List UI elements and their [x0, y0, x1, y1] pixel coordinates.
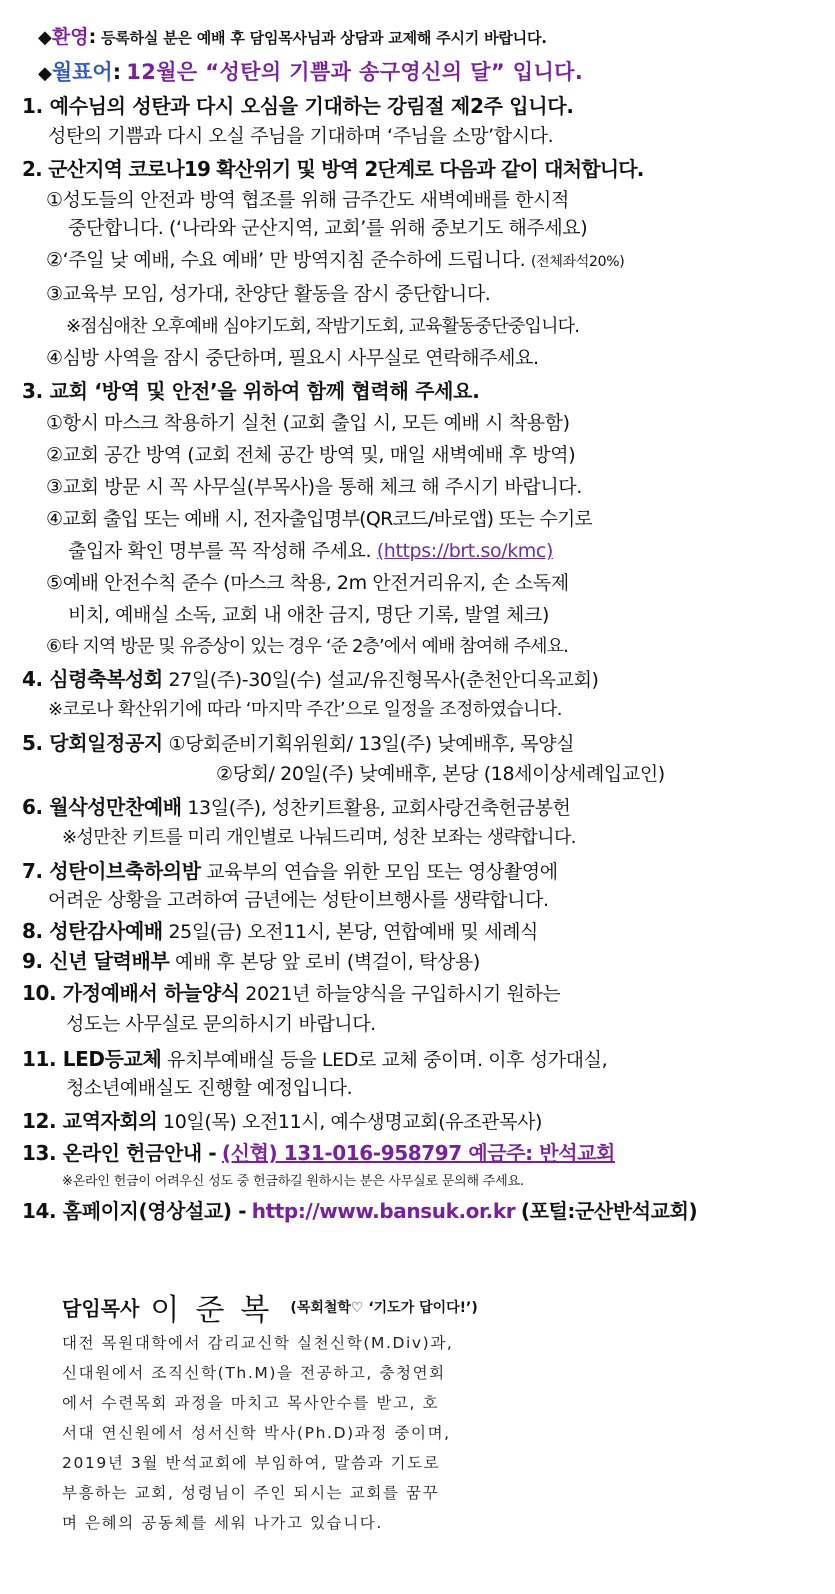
- item-8-text: 25일(금) 오전11시, 본당, 연합예배 및 세례식: [168, 921, 539, 943]
- pastor-motto: (목회철학♡ ‘기도가 답이다!’): [290, 1300, 478, 1316]
- item-12-head: 12. 교역자회의: [22, 1109, 158, 1133]
- item-9-text: 예배 후 본당 앞 로비 (벽걸이, 탁상용): [175, 951, 480, 973]
- item-3-line: ①항시 마스크 착용하기 실천 (교회 출입 시, 모든 예배 시 착용함): [46, 412, 570, 434]
- item-12-text: 10일(목) 오전11시, 예수생명교회(유조관목사): [163, 1111, 543, 1133]
- item-3-line: 비치, 예배실 소독, 교회 내 애찬 금지, 명단 기록, 발열 체크): [68, 604, 549, 626]
- item-13-head: 13. 온라인 헌금안내 -: [22, 1141, 217, 1165]
- item-5-text: ①당회준비기획위원회/ 13일(주) 낮예배후, 목양실: [168, 733, 575, 755]
- item-2-line-text: ②‘주일 낮 예배, 수요 예배’ 만 방역지침 준수하에 드립니다.: [46, 249, 526, 271]
- pastor-bio-line: 에서 수련목회 과정을 마치고 목사안수를 받고, 호: [62, 1394, 440, 1412]
- item-4-text: 27일(주)-30일(수) 설교/유진형목사(춘천안디옥교회): [168, 669, 599, 691]
- welcome-colon: :: [88, 26, 97, 48]
- item-3-line: ③교회 방문 시 꼭 사무실(부목사)을 통해 체크 해 주시기 바랍니다.: [46, 476, 582, 498]
- item-2-line: 중단합니다. (‘나라와 군산지역, 교회’를 위해 중보기도 해주세요): [68, 217, 588, 239]
- item-11-head: 11. LED등교체: [22, 1047, 162, 1071]
- item-3-line: ⑤예배 안전수칙 준수 (마스크 착용, 2m 안전거리유지, 손 소독제: [46, 572, 569, 594]
- item-3-line: ④교회 출입 또는 예배 시, 전자출입명부(QR코드/바로앱) 또는 수기로: [46, 508, 593, 530]
- pastor-header: [62, 1285, 478, 1329]
- item-10-text: 2021년 하늘양식을 구입하시기 원하는: [245, 983, 561, 1005]
- item-2-line: ①성도들의 안전과 방역 협조를 위해 금주간도 새벽예배를 한시적: [46, 189, 569, 211]
- monthly-motto: [38, 56, 583, 86]
- welcome-notice: [38, 22, 547, 49]
- item-6-head: 6. 월삭성만찬예배: [22, 795, 182, 819]
- seat-note: (전체좌석20%): [530, 254, 625, 270]
- item-2-note: ※점심애찬 오후예배 심야기도회, 작밤기도회, 교육활동중단중입니다.: [66, 316, 580, 337]
- pastor-bio-line: 서대 연신원에서 성서신학 박사(Ph.D)과정 중이며,: [62, 1424, 451, 1442]
- item-11: [22, 1043, 607, 1072]
- item-10-head: 10. 가정예배서 하늘양식: [22, 981, 240, 1005]
- item-3-title: 3. 교회 ‘방역 및 안전’을 위하여 함께 협력해 주세요.: [22, 379, 480, 403]
- item-10: [22, 977, 560, 1006]
- item-3-line: ⑥타 지역 방문 및 유증상이 있는 경우 ‘준 2층’에서 예배 참여해 주세요.: [46, 636, 568, 657]
- welcome-label: 환영: [51, 26, 89, 48]
- item-11-line: 청소년예배실도 진행할 예정입니다.: [66, 1077, 353, 1099]
- pastor-bio-line: 부흥하는 교회, 성령님이 주인 되시는 교회를 꿈꾸: [62, 1484, 440, 1502]
- item-12: [22, 1105, 542, 1134]
- pastor-bio-line: 며 은혜의 공동체를 세워 나가고 있습니다.: [62, 1514, 383, 1532]
- item-6-note: ※성만찬 키트를 미리 개인별로 나눠드리며, 성찬 보좌는 생략합니다.: [62, 827, 576, 848]
- item-2-line: ④심방 사역을 잠시 중단하며, 필요시 사무실로 연락해주세요.: [46, 347, 539, 369]
- item-5: [22, 727, 574, 756]
- item-9-head: 9. 신년 달력배부: [22, 949, 170, 973]
- item-4-note: ※코로나 확산위기에 따라 ‘마지막 주간’으로 일정을 조정하였습니다.: [48, 699, 562, 720]
- item-3-line: [68, 536, 553, 563]
- item-6: [22, 791, 571, 820]
- bullet-diamond-icon: ◆: [38, 27, 52, 48]
- portal-name: (포털:군산반석교회): [520, 1199, 698, 1223]
- qr-checkin-link[interactable]: (https://brt.so/kmc): [376, 540, 553, 562]
- item-5-line: ②당회/ 20일(주) 낮예배후, 본당 (18세이상세례입교인): [216, 763, 665, 785]
- pastor-name: 이준복: [150, 1293, 286, 1328]
- pastor-bio-line: 신대원에서 조직신학(Th.M)을 전공하고, 충청연회: [62, 1364, 446, 1382]
- item-14-head: 14. 홈페이지(영상설교) -: [22, 1199, 247, 1223]
- monthly-text: 12월은 “성탄의 기쁨과 송구영신의 달” 입니다.: [126, 60, 584, 84]
- homepage-link[interactable]: http://www.bansuk.or.kr: [251, 1199, 516, 1223]
- item-7-text: 교육부의 연습을 위한 모임 또는 영상촬영에: [206, 861, 558, 883]
- item-7-line: 어려운 상황을 고려하여 금년에는 성탄이브행사를 생략합니다.: [48, 889, 549, 911]
- item-2-line: [46, 245, 624, 272]
- bank-account: (신협) 131-016-958797 예금주: 반석교회: [221, 1141, 615, 1165]
- item-9: [22, 945, 480, 974]
- item-13-note: ※온라인 헌금이 어려우신 성도 중 헌금하길 원하시는 분은 사무실로 문의해 주세요.: [62, 1174, 524, 1189]
- item-4: [22, 663, 599, 692]
- pastor-bio-line: 2019년 3월 반석교회에 부임하여, 말씀과 기도로: [62, 1454, 441, 1472]
- item-11-text: 유치부예배실 등을 LED로 교체 중이며. 이후 성가대실,: [167, 1049, 608, 1071]
- item-13: [22, 1137, 615, 1166]
- item-4-head: 4. 심령축복성회: [22, 667, 163, 691]
- item-10-line: 성도는 사무실로 문의하시기 바랍니다.: [66, 1013, 376, 1035]
- welcome-text: 등록하실 분은 예배 후 담임목사님과 상담과 교제해 주시기 바랍니다.: [100, 29, 547, 47]
- monthly-label: 월표어: [51, 60, 113, 84]
- pastor-title: 담임목사: [62, 1296, 140, 1321]
- item-2-line: ③교육부 모임, 성가대, 찬양단 활동을 잠시 중단합니다.: [46, 283, 491, 305]
- item-8: [22, 915, 538, 944]
- item-2-title: 2. 군산지역 코로나19 확산위기 및 방역 2단계로 다음과 같이 대처합니다.: [22, 157, 644, 181]
- item-5-head: 5. 당회일정공지: [22, 731, 163, 755]
- item-7-head: 7. 성탄이브축하의밤: [22, 859, 201, 883]
- item-14: [22, 1195, 697, 1224]
- bullet-diamond-icon: ◆: [38, 63, 52, 84]
- item-1-line: 성탄의 기쁨과 다시 오실 주님을 기대하며 ‘주님을 소망’합시다.: [48, 125, 554, 147]
- monthly-colon: :: [112, 60, 122, 84]
- item-1-title: 1. 예수님의 성탄과 다시 오심을 기대하는 강림절 제2주 입니다.: [22, 94, 574, 118]
- item-7: [22, 855, 558, 884]
- item-3-line: ②교회 공간 방역 (교회 전체 공간 방역 및, 매일 새벽예배 후 방역): [46, 444, 576, 466]
- item-8-head: 8. 성탄감사예배: [22, 919, 163, 943]
- pastor-bio-line: 대전 목원대학에서 감리교신학 실천신학(M.Div)과,: [62, 1334, 454, 1352]
- item-3-line-text: 출입자 확인 명부를 꼭 작성해 주세요.: [68, 540, 372, 562]
- item-6-text: 13일(주), 성찬키트활용, 교회사랑건축헌금봉헌: [187, 797, 571, 819]
